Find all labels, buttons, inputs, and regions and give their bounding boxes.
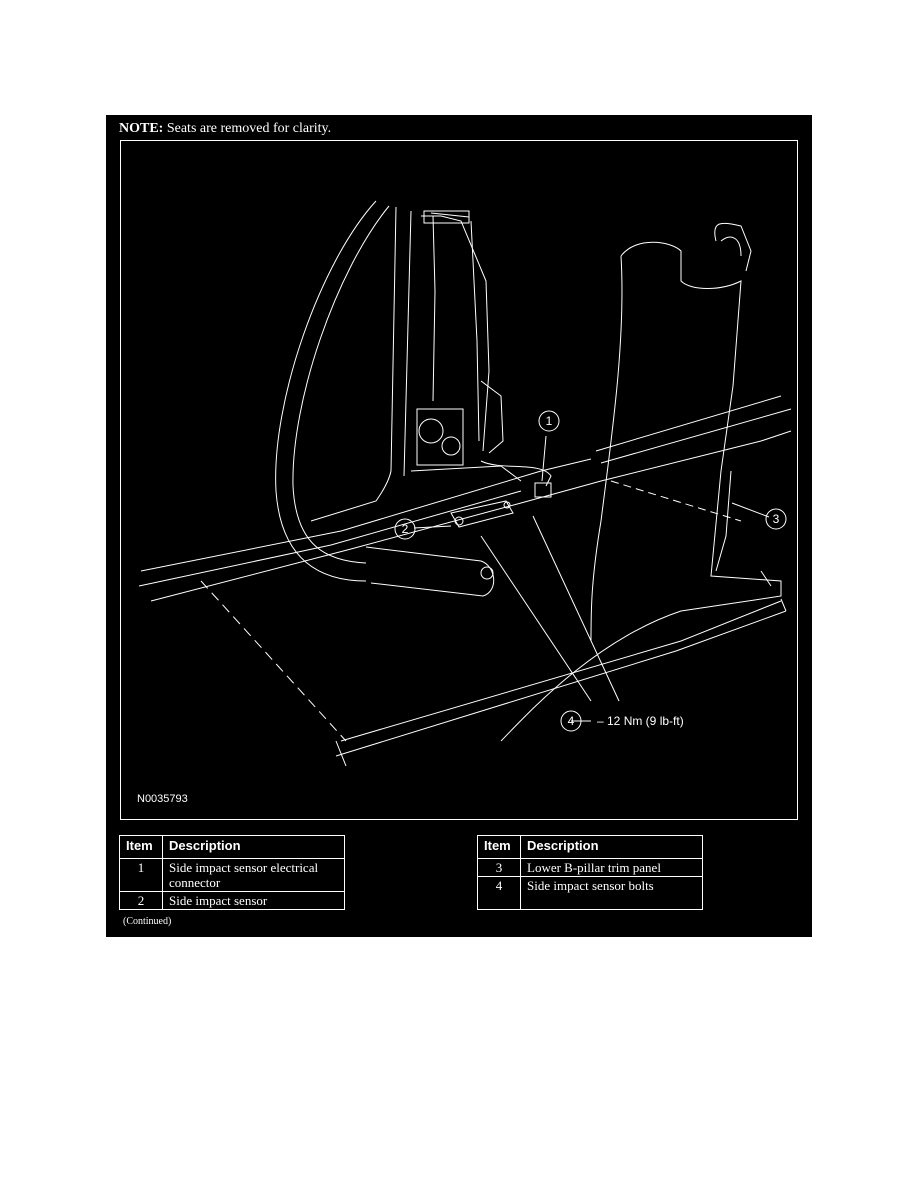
b-pillar-illustration [120,140,798,820]
note-text: Seats are removed for clarity. [166,121,332,136]
illustration-panel [106,115,812,937]
callout-1: 1 [545,414,553,428]
table-row [478,859,703,877]
note-line [119,121,331,137]
item-description: Lower B-pillar trim panel [521,859,703,877]
item-description: Side impact sensor [163,892,345,910]
torque-label: – 12 Nm (9 lb-ft) [597,714,684,728]
header-item: Item [478,836,521,859]
item-number: 1 [120,859,163,892]
note-label: NOTE: [119,121,164,136]
table-row [478,877,703,910]
callout-2: 2 [401,522,409,536]
header-description: Description [521,836,703,859]
callout-3: 3 [772,512,780,526]
item-description: Side impact sensor electrical connector [163,859,345,892]
table-row [120,859,345,892]
item-description: Side impact sensor bolts [521,877,703,910]
continued-note: (Continued) [123,916,172,927]
header-item: Item [120,836,163,859]
item-number: 2 [120,892,163,910]
item-number: 3 [478,859,521,877]
figure-id: N0035793 [137,793,188,805]
b-pillar-drawing [121,141,797,819]
callout-4: 4 [567,714,575,728]
table-row [120,892,345,910]
items-table-left [119,835,345,910]
header-description: Description [163,836,345,859]
items-table-right [477,835,703,910]
item-number: 4 [478,877,521,910]
